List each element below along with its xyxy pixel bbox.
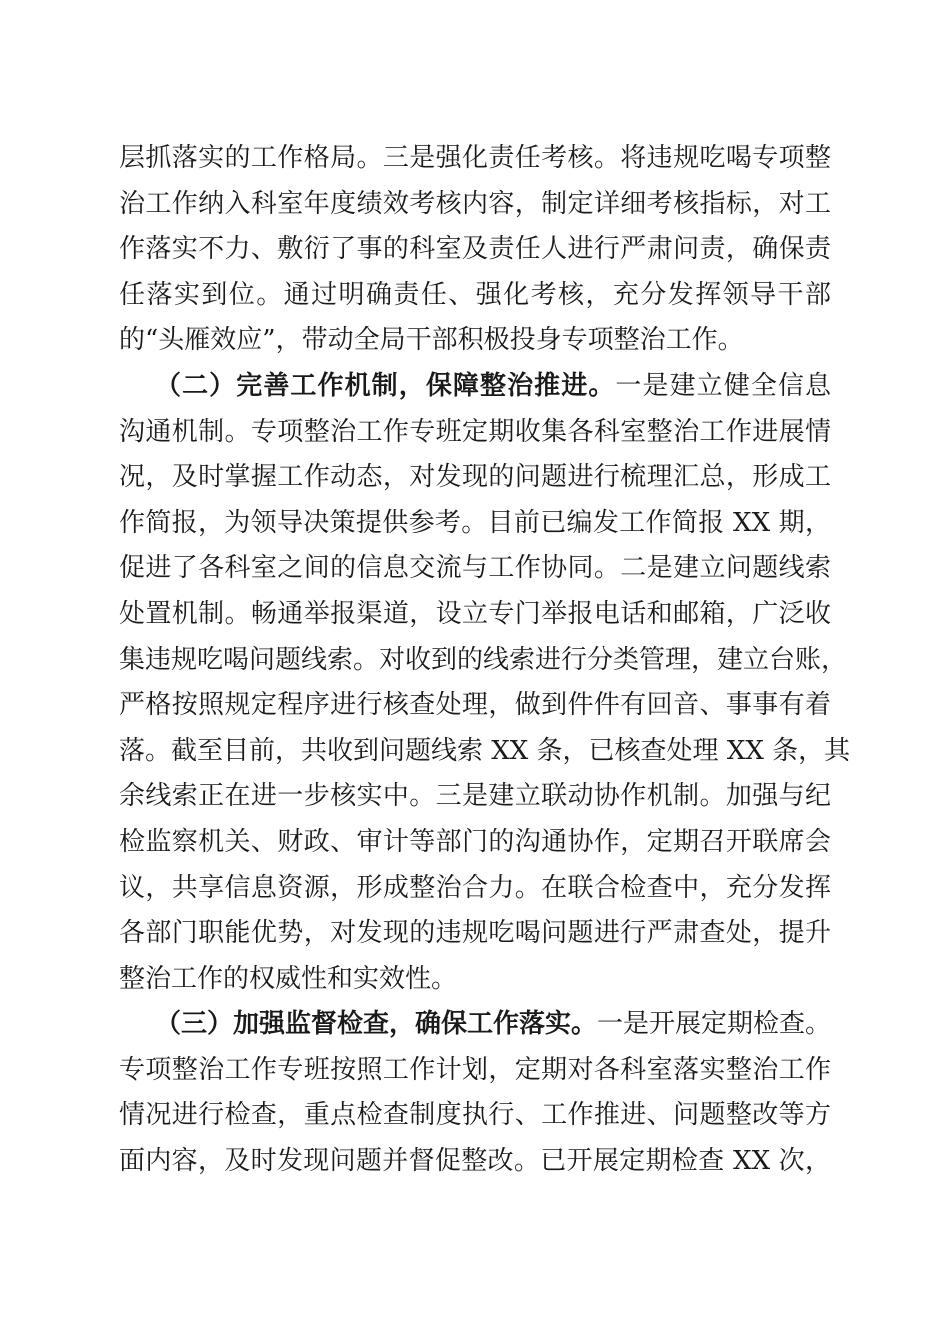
text-line: 检监察机关、财政、审计等部门的沟通协作，定期召开联席会 [119,826,831,857]
text-line: 况，及时掌握工作动态，对发现的问题进行梳理汇总，形成工 [119,462,831,493]
text-line: 的“头雁效应”，带动全局干部积极投身专项整治工作。 [119,325,744,356]
text-line: 促进了各科室之间的信息交流与工作协同。二是建立问题线索 [119,553,831,584]
paragraph-1 [119,136,831,364]
text-line: 沟通机制。专项整治工作专班定期收集各科室整治工作进展情 [119,416,831,447]
text-line: 面内容，及时发现问题并督促整改。已开展定期检查 XX 次， [119,1146,831,1177]
paragraph-first-line [119,1002,831,1048]
text-line: 任落实到位。通过明确责任、强化考核，充分发挥领导干部 [119,279,831,310]
text-line: 作简报，为领导决策提供参考。目前已编发工作简报 XX 期， [119,507,831,538]
text-line: 落。截至目前，共收到问题线索 XX 条，已核查处理 XX 条，其 [119,735,851,766]
paragraph-3 [119,1002,831,1184]
text-line: 议，共享信息资源，形成整治合力。在联合检查中，充分发挥 [119,872,831,903]
text-line: 处置机制。畅通举报渠道，设立专门举报电话和邮箱，广泛收 [119,598,831,629]
text-line: 集违规吃喝问题线索。对收到的线索进行分类管理，建立台账， [119,644,848,675]
text-line: 层抓落实的工作格局。三是强化责任考核。将违规吃喝专项整 [119,143,831,173]
text-line: 情况进行检查，重点检查制度执行、工作推进、问题整改等方 [119,1100,831,1131]
text-run: 一是建立健全信息 [615,370,831,401]
section-heading-3: （三）加强监督检查，确保工作落实。 [155,1009,598,1040]
text-line: 余线索正在进一步核实中。三是建立联动协作机制。加强与纪 [119,781,831,812]
section-heading-2: （二）完善工作机制，保障整治推进。 [155,370,616,401]
text-line: 整治工作的权威性和实效性。 [119,963,458,994]
text-line: 治工作纳入科室年度绩效考核内容，制定详细考核指标，对工 [119,188,831,219]
text-line: 作落实不力、敷衍了事的科室及责任人进行严肃问责，确保责 [119,234,831,265]
document-body [119,136,851,1185]
text-line: 专项整治工作专班按照工作计划，定期对各科室落实整治工作 [119,1054,831,1085]
text-run: 一是开展定期检查。 [597,1009,832,1040]
text-line: 严格按照规定程序进行核查处理，做到件件有回音、事事有着 [119,690,831,721]
paragraph-first-line [119,364,831,410]
text-line: 各部门职能优势，对发现的违规吃喝问题进行严肃查处，提升 [119,918,831,949]
paragraph-2 [119,364,851,1002]
